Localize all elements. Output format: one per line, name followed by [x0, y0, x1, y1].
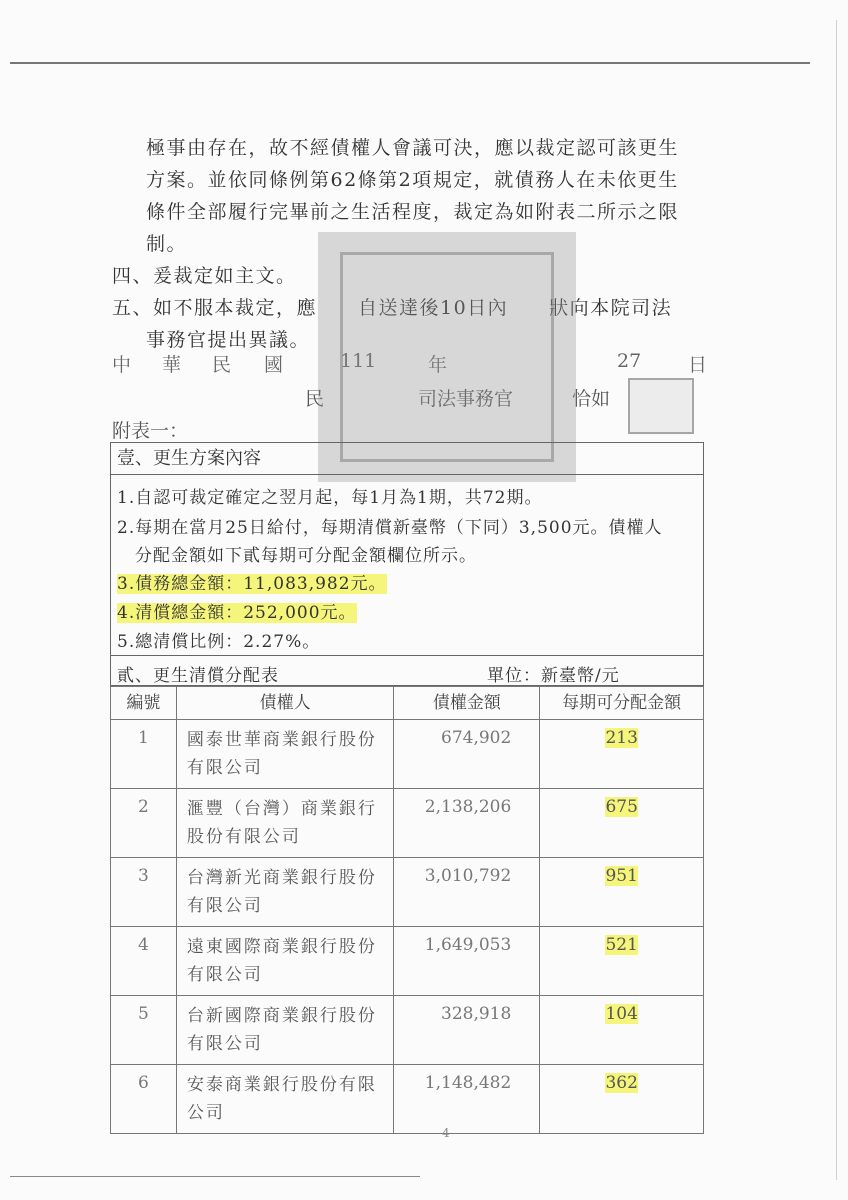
- creditor-name: 安泰商業銀行股份有限 公司: [176, 1065, 394, 1134]
- signature-name: 恰如: [572, 388, 611, 410]
- date-day: 27: [617, 350, 642, 372]
- creditor-name: 滙豐（台灣）商業銀行 股份有限公司: [176, 789, 394, 858]
- distribution-table: [110, 686, 704, 1134]
- signature-court: 民: [305, 388, 325, 410]
- table-row: [111, 720, 704, 789]
- date-year: 111: [340, 350, 377, 372]
- table-row: [111, 927, 704, 996]
- per-period-amount: 362: [540, 1065, 704, 1134]
- plan-item-3: 3.債務總金額：11,083,982元。: [117, 574, 387, 594]
- plan-item-1: 1.自認可裁定確定之翌月起，每1月為1期，共72期。: [117, 488, 543, 508]
- row-number: 6: [111, 1065, 177, 1134]
- per-period-amount: 675: [540, 789, 704, 858]
- ruling-item-5-line-1: 五、如不服本裁定，應 自送達後10日內 狀向本院司法: [112, 297, 673, 319]
- plan-item-5: 5.總清償比例：2.27%。: [117, 632, 321, 652]
- plan-item-2-line-2: 分配金額如下貳每期可分配金額欄位所示。: [135, 546, 477, 566]
- row-number: 2: [111, 789, 177, 858]
- creditor-name: 國泰世華商業銀行股份 有限公司: [176, 720, 394, 789]
- claim-amount: 2,138,206: [394, 789, 540, 858]
- row-number: 4: [111, 927, 177, 996]
- column-header: 每期可分配金額: [540, 687, 704, 720]
- claim-amount: 3,010,792: [394, 858, 540, 927]
- signature-title: 司法事務官: [418, 388, 514, 410]
- date-char: 日: [688, 354, 708, 376]
- annex-label: 附表一：: [112, 420, 189, 442]
- page-number: 4: [442, 1126, 450, 1140]
- column-header: 債權金額: [394, 687, 540, 720]
- row-number: 3: [111, 858, 177, 927]
- date-char: 華: [162, 354, 182, 376]
- plan-item-2-line-1: 2.每期在當月25日給付，每期清償新臺幣（下同）3,500元。債權人: [117, 518, 663, 538]
- row-number: 5: [111, 996, 177, 1065]
- per-period-amount: 951: [540, 858, 704, 927]
- right-margin-line: [836, 20, 837, 1180]
- creditor-name: 遠東國際商業銀行股份 有限公司: [176, 927, 394, 996]
- column-header: 編號: [111, 687, 177, 720]
- per-period-amount: 521: [540, 927, 704, 996]
- section-1-heading: 壹、更生方案內容: [111, 443, 703, 475]
- date-char: 年: [428, 354, 448, 376]
- date-char: 民: [212, 354, 232, 376]
- section-2-unit: 單位：新臺幣/元: [487, 666, 620, 686]
- creditor-name: 台灣新光商業銀行股份 有限公司: [176, 858, 394, 927]
- ruling-item-5-line-2: 事務官提出異議。: [146, 329, 311, 351]
- claim-amount: 328,918: [394, 996, 540, 1065]
- claim-amount: 1,148,482: [394, 1065, 540, 1134]
- ruling-line-1: 極事由存在，故不經債權人會議可決，應以裁定認可該更生: [146, 137, 680, 159]
- plan-item-4: 4.清償總金額：252,000元。: [117, 603, 357, 623]
- personal-seal-stamp: [628, 378, 694, 434]
- date-char: 中: [112, 354, 132, 376]
- table-header-row: [111, 687, 704, 720]
- ruling-line-2: 方案。並依同條例第62條第2項規定，就債務人在未依更生: [146, 169, 679, 191]
- section-2-heading: 貳、更生清償分配表: [117, 666, 279, 686]
- table-row: [111, 789, 704, 858]
- table-row: [111, 996, 704, 1065]
- bottom-rule: [10, 1176, 420, 1177]
- per-period-amount: 213: [540, 720, 704, 789]
- date-char: 國: [264, 354, 284, 376]
- column-header: 債權人: [176, 687, 394, 720]
- ruling-item-4: 四、爰裁定如主文。: [112, 265, 297, 287]
- plan-content-box: [110, 442, 704, 686]
- row-number: 1: [111, 720, 177, 789]
- ruling-line-4: 制。: [146, 233, 188, 255]
- per-period-amount: 104: [540, 996, 704, 1065]
- ruling-line-3: 條件全部履行完畢前之生活程度，裁定為如附表二所示之限: [146, 201, 680, 223]
- table-row: [111, 1065, 704, 1134]
- claim-amount: 674,902: [394, 720, 540, 789]
- top-rule: [10, 62, 810, 64]
- creditor-name: 台新國際商業銀行股份 有限公司: [176, 996, 394, 1065]
- claim-amount: 1,649,053: [394, 927, 540, 996]
- table-row: [111, 858, 704, 927]
